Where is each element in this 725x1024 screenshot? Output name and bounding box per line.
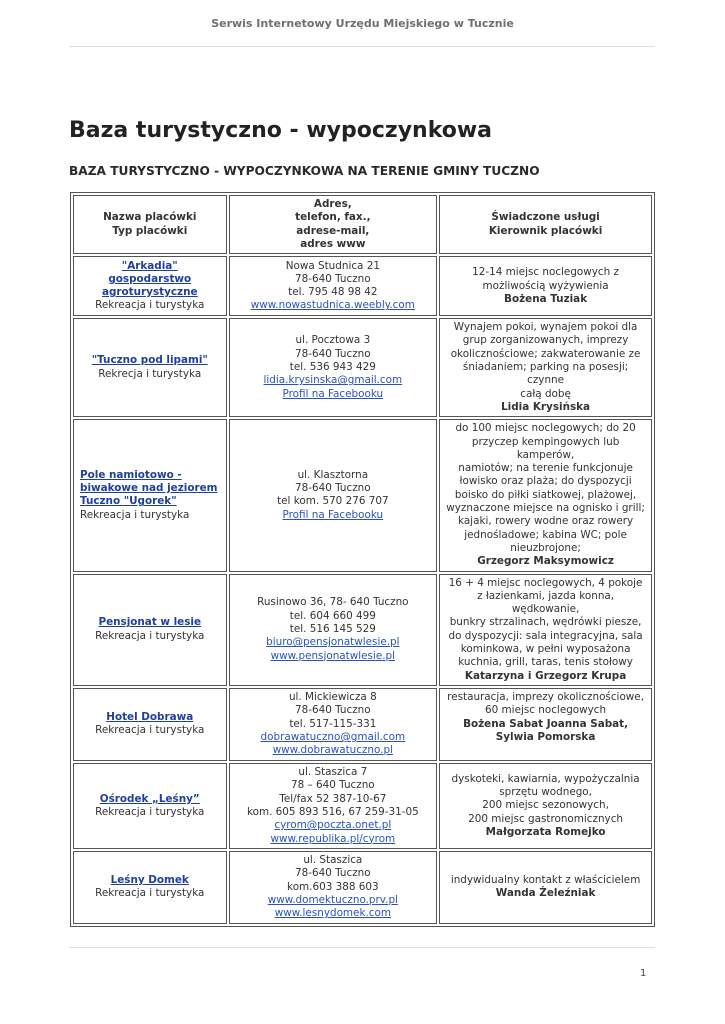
address-line: ul. Klasztorna (297, 468, 369, 481)
manager-name: Małgorzata Romejko (485, 825, 606, 838)
service-line: 200 miejsc gastronomicznych (468, 812, 623, 825)
website-link[interactable]: www.nowastudnica.weebly.com (250, 299, 415, 312)
phone-line: kom. 605 893 516, 67 259-31-05 (246, 805, 419, 818)
contact-cell (229, 318, 438, 417)
facility-name-line[interactable]: biwakowe nad jeziorem (80, 482, 218, 495)
facility-name-link[interactable] (80, 874, 220, 887)
contact-cell (229, 419, 438, 571)
address-line: 78-640 Tuczno (295, 347, 371, 360)
manager-name: Grzegorz Maksymowicz (477, 555, 614, 568)
services-cell (439, 763, 652, 849)
service-line: możliwością wyżywienia (482, 279, 609, 292)
service-line: 60 miejsc noclegowych (485, 704, 607, 717)
service-line: 200 miejsc sezonowych, (482, 799, 609, 812)
site-header: Serwis Internetowy Urzędu Miejskiego w Tucznie (211, 17, 514, 30)
facility-type: Rekreacja i turystyka (95, 805, 205, 818)
header-label: Świadczone usługi (491, 211, 600, 224)
phone-line: tel. 795 48 98 42 (288, 286, 378, 299)
header-label: telefon, fax., (295, 211, 371, 224)
page-number: 1 (640, 968, 647, 979)
service-line: grup zorganizowanych, imprezy (462, 334, 629, 347)
manager-name: Wanda Żeleźniak (495, 887, 596, 900)
services-cell (439, 574, 652, 686)
facility-cell (73, 256, 227, 316)
service-line: 16 + 4 miejsc noclegowych, 4 pokoje (448, 576, 643, 589)
service-line: Wynajem pokoi, wynajem pokoi dla (453, 321, 638, 334)
section-title: BAZA TURYSTYCZNO - WYPOCZYNKOWA NA TERENIE GMINY TUCZNO (69, 164, 540, 178)
website-link[interactable]: www.pensjonatwlesie.pl (270, 649, 395, 662)
service-line: dyskoteki, kawiarnia, wypożyczalnia (451, 772, 640, 785)
contact-cell (229, 574, 438, 686)
services-cell (439, 256, 652, 316)
service-line: restauracja, imprezy okolicznościowe, (447, 690, 644, 703)
header-label: Typ placówki (112, 224, 188, 237)
service-line: wyznaczone miejsce na ognisko i grill; (446, 502, 645, 515)
contact-cell (229, 851, 438, 924)
service-line: sprzętu wodnego, (499, 785, 592, 798)
facility-name-line[interactable]: Pensjonat w lesie (98, 616, 202, 629)
services-cell (439, 318, 652, 417)
contact-cell (229, 256, 438, 316)
table-row (73, 318, 652, 417)
facility-name-link[interactable] (80, 793, 220, 806)
page-title: Baza turystyczno - wypoczynkowa (69, 118, 493, 143)
contact-cell (229, 688, 438, 761)
header-services (439, 195, 652, 254)
address-line: ul. Mickiewicza 8 (288, 691, 377, 704)
facility-type: Rekreacja i turystyka (80, 508, 190, 521)
facility-name-link[interactable] (80, 616, 220, 629)
facility-name-link[interactable] (80, 711, 220, 724)
manager-name: Sylwia Pomorska (495, 730, 596, 743)
manager-name: Bożena Sabat Joanna Sabat, (463, 717, 629, 730)
facility-name-line[interactable]: Tuczno "Ugorek" (80, 495, 177, 508)
table-row (73, 851, 652, 924)
service-line: boisko do piłki siatkowej, plażowej, (454, 488, 637, 501)
facebook-link[interactable]: Profil na Facebooku (282, 508, 384, 521)
facility-cell (73, 419, 227, 571)
address-line: Nowa Studnica 21 (285, 259, 380, 272)
services-cell (439, 419, 652, 571)
service-line: śniadaniem; parking na posesji; czynne (462, 361, 629, 387)
website-link[interactable]: www.dobrawatuczno.pl (272, 744, 393, 757)
footer-divider (69, 947, 655, 948)
facility-name-line[interactable]: Leśny Domek (110, 874, 189, 887)
facebook-link[interactable]: Profil na Facebooku (282, 387, 384, 400)
facility-name-line[interactable]: gospodarstwo (108, 272, 192, 285)
service-line: przyczep kempingowych lub kamperów, (471, 435, 620, 461)
header-contact (229, 195, 438, 254)
facility-type: Rekrecja i turystyka (98, 367, 202, 380)
manager-name: Lidia Krysińska (501, 400, 591, 413)
table-row (73, 763, 652, 849)
phone-line: tel. 604 660 499 (289, 609, 376, 622)
website-link[interactable]: www.lesnydomek.com (274, 907, 391, 920)
service-line: do dyspozycji: sala integracyjna, sala (448, 629, 643, 642)
website-link[interactable]: www.domektuczno.prv.pl (267, 894, 398, 907)
phone-line: tel kom. 570 276 707 (277, 495, 389, 508)
service-line: kajaki, rowery wodne oraz rowery (457, 515, 634, 528)
header-label: adrese-mail, (296, 224, 370, 237)
phone-line: tel. 517-115-331 (289, 717, 377, 730)
address-line: 78-640 Tuczno (295, 704, 371, 717)
email-link[interactable]: lidia.krysinska@gmail.com (263, 374, 403, 387)
phone-line: tel. 516 145 529 (289, 623, 376, 636)
facility-type: Rekreacja i turystyka (95, 299, 205, 312)
service-line: z łazienkami, jazda konna, wędkowanie, (477, 589, 615, 616)
table-row (73, 574, 652, 686)
accommodation-table (70, 192, 655, 927)
facility-name-link[interactable] (80, 260, 220, 300)
service-line: do 100 miejsc noclegowych; do 20 (455, 422, 636, 435)
facility-name-line[interactable]: agroturystyczne (101, 286, 198, 299)
address-line: 78-640 Tuczno (295, 482, 371, 495)
header-label: Kierownik placówki (488, 224, 603, 237)
facility-name-link[interactable] (80, 469, 220, 509)
phone-line: Tel/fax 52 387-10-67 (279, 792, 387, 805)
facility-name-line[interactable]: Hotel Dobrawa (106, 711, 194, 724)
facility-name-line[interactable]: Pole namiotowo - (80, 468, 182, 481)
service-line: namiotów; na terenie funkcjonuje (458, 462, 633, 475)
service-line: indywidualny kontakt z właścicielem (450, 874, 641, 887)
service-line: kuchnia, grill, taras, tenis stołowy (458, 656, 633, 669)
facility-type: Rekreacja i turystyka (95, 724, 205, 737)
contact-cell (229, 763, 438, 849)
email-link[interactable]: cyrom@poczta.onet.pl (274, 819, 392, 832)
services-cell (439, 851, 652, 924)
header-label: Adres, (313, 198, 352, 210)
facility-name-link[interactable] (80, 354, 220, 367)
service-line: całą dobę (520, 387, 571, 400)
email-link[interactable]: biuro@pensjonatwlesie.pl (266, 636, 400, 649)
facility-cell (73, 851, 227, 924)
address-line: 78 – 640 Tuczno (291, 779, 375, 792)
header-name-type (73, 195, 227, 254)
facility-cell (73, 574, 227, 686)
facility-name-line[interactable]: "Tuczno pod lipami" (91, 354, 208, 367)
facility-type: Rekreacja i turystyka (95, 887, 205, 900)
address-line: 78-640 Tuczno (295, 272, 371, 285)
services-cell (439, 688, 652, 761)
service-line: nieuzbrojone; (510, 541, 581, 554)
facility-type: Rekreacja i turystyka (95, 629, 205, 642)
service-line: okolicznościowe; zakwaterowanie ze (450, 347, 641, 360)
header-divider (69, 46, 655, 47)
table-header-row (73, 195, 652, 254)
manager-name: Katarzyna i Grzegorz Krupa (464, 669, 627, 682)
header-label: adres www (300, 237, 366, 250)
service-line: łowisko oraz plaża; do dyspozycji (459, 475, 632, 488)
address-line: Rusinowo 36, 78- 640 Tuczno (257, 596, 409, 609)
address-line: ul. Staszica (303, 854, 363, 867)
phone-line: kom.603 388 603 (287, 880, 379, 893)
header-label: Nazwa placówki (103, 211, 197, 224)
address-line: 78-640 Tuczno (295, 867, 371, 880)
address-line: ul. Pocztowa 3 (295, 334, 371, 347)
table-row (73, 688, 652, 761)
phone-line: tel. 536 943 429 (289, 361, 376, 374)
website-link[interactable]: www.republika.pl/cyrom (270, 832, 396, 845)
table-row (73, 419, 652, 571)
email-link[interactable]: dobrawatuczno@gmail.com (260, 731, 406, 744)
table-row (73, 256, 652, 316)
manager-name: Bożena Tuziak (504, 292, 588, 305)
facility-cell (73, 318, 227, 417)
service-line: 12-14 miejsc noclegowych z (472, 266, 619, 279)
facility-cell (73, 688, 227, 761)
address-line: ul. Staszica 7 (298, 766, 368, 779)
service-line: kominkowa, w pełni wyposażona (460, 643, 631, 656)
facility-name-line[interactable]: Ośrodek „Leśny” (99, 792, 200, 805)
facility-cell (73, 763, 227, 849)
facility-name-line[interactable]: "Arkadia" (121, 259, 178, 272)
service-line: jednośladowe; kabina WC; pole (464, 528, 627, 541)
service-line: bunkry strzalinach, wędrówki piesze, (449, 616, 642, 629)
